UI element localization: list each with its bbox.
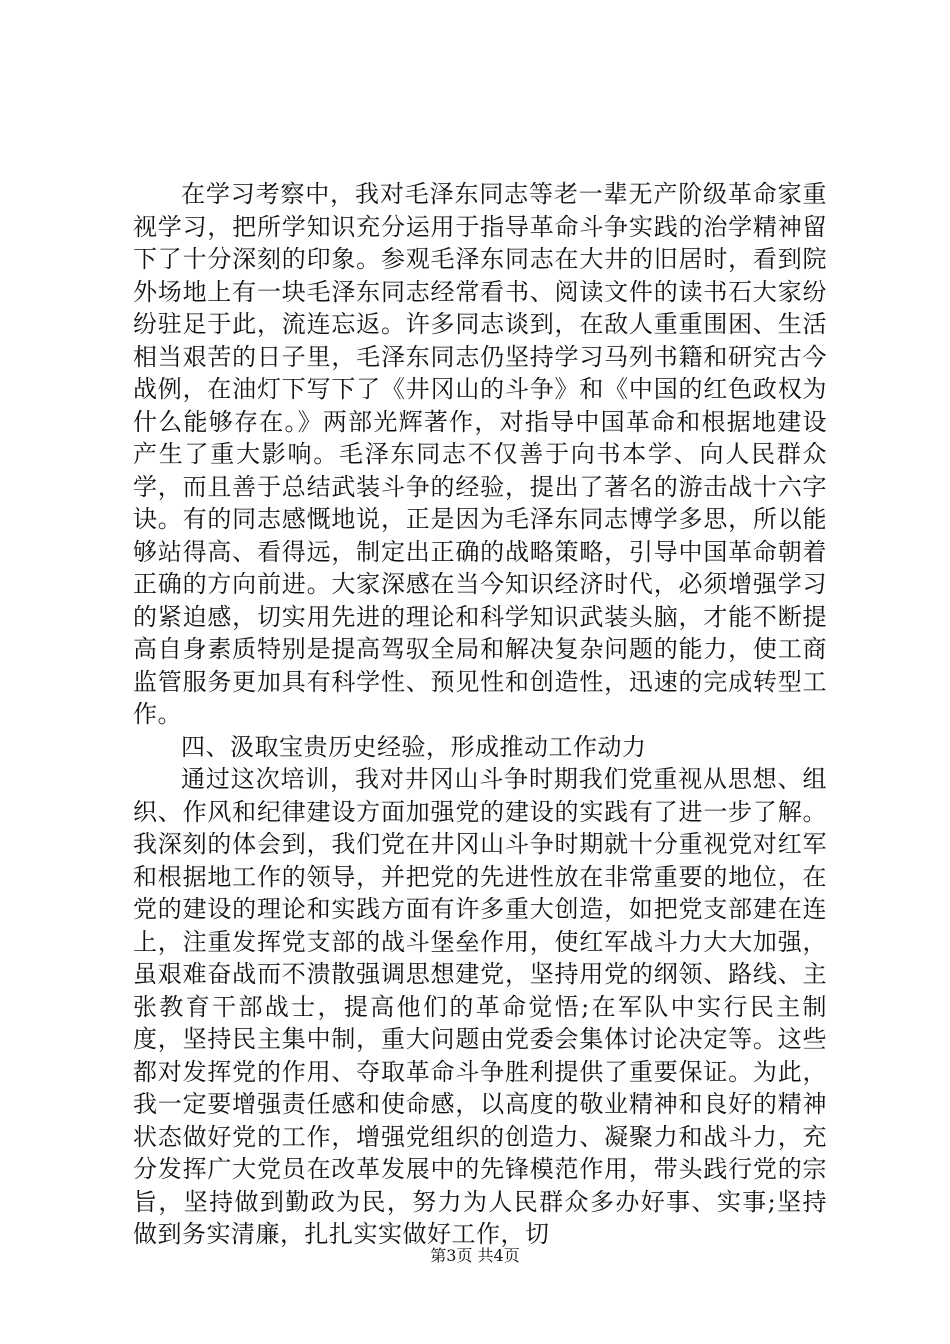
paragraph-training: 通过这次培训，我对井冈山斗争时期我们党重视从思想、组织、作风和纪律建设方面加强党的建设的实践有了进一步了解。我深刻的体会到，我们党在井冈山斗争时期就十分重视党对红军和根据地工作的领导，并把党的先进性放在非常重要的地位，在党的建设的理论和实践方面有许多重大创造，如把党支部建在连上，注重发挥党支部的战斗堡垒作用，使红军战斗力大大加强，虽艰难奋战而不溃散强调思想建党，坚持用党的纲领、路线、主张教育干部战士，提高他们的革命觉悟;在军队中实行民主制度，坚持民主集中制，重大问题由党委会集体讨论决定等。这些都对发挥党的作用、夺取革命斗争胜利提供了重要保证。为此，我一定要增强责任感和使命感，以高度的敬业精神和良好的精神状态做好党的工作，增强党组织的创造力、凝聚力和战斗力，充分发挥广大党员在改革发展中的先锋模范作用，带头践行党的宗旨，坚持做到勤政为民，努力为人民群众多办好事、实事;坚持做到务实清廉，扎扎实实做好工作，切	[133, 765, 827, 1248]
section-heading-four: 四、汲取宝贵历史经验，形成推动工作动力	[181, 732, 647, 761]
page-footer: 第3页 共4页	[430, 1246, 520, 1265]
document-body	[133, 178, 827, 1251]
paragraph-study: 在学习考察中，我对毛泽东同志等老一辈无产阶级革命家重视学习，把所学知识充分运用于指导革命斗争实践的治学精神留下了十分深刻的印象。参观毛泽东同志在大井的旧居时，看到院外场地上有一块毛泽东同志经常看书、阅读文件的读书石大家纷纷驻足于此，流连忘返。许多同志谈到，在敌人重重围困、生活相当艰苦的日子里，毛泽东同志仍坚持学习马列书籍和研究古今战例，在油灯下写下了《井冈山的斗争》和《中国的红色政权为什么能够存在。》两部光辉著作，对指导中国革命和根据地建设产生了重大影响。毛泽东同志不仅善于向书本学、向人民群众学，而且善于总结武装斗争的经验，提出了著名的游击战十六字诀。有的同志感慨地说，正是因为毛泽东同志博学多思，所以能够站得高、看得远，制定出正确的战略策略，引导中国革命朝着正确的方向前进。大家深感在当今知识经济时代，必须增强学习的紧迫感，切实用先进的理论和科学知识武装头脑，才能不断提高自身素质特别是提高驾驭全局和解决复杂问题的能力，使工商监管服务更加具有科学性、预见性和创造性，迅速的完成转型工作。	[133, 180, 827, 728]
